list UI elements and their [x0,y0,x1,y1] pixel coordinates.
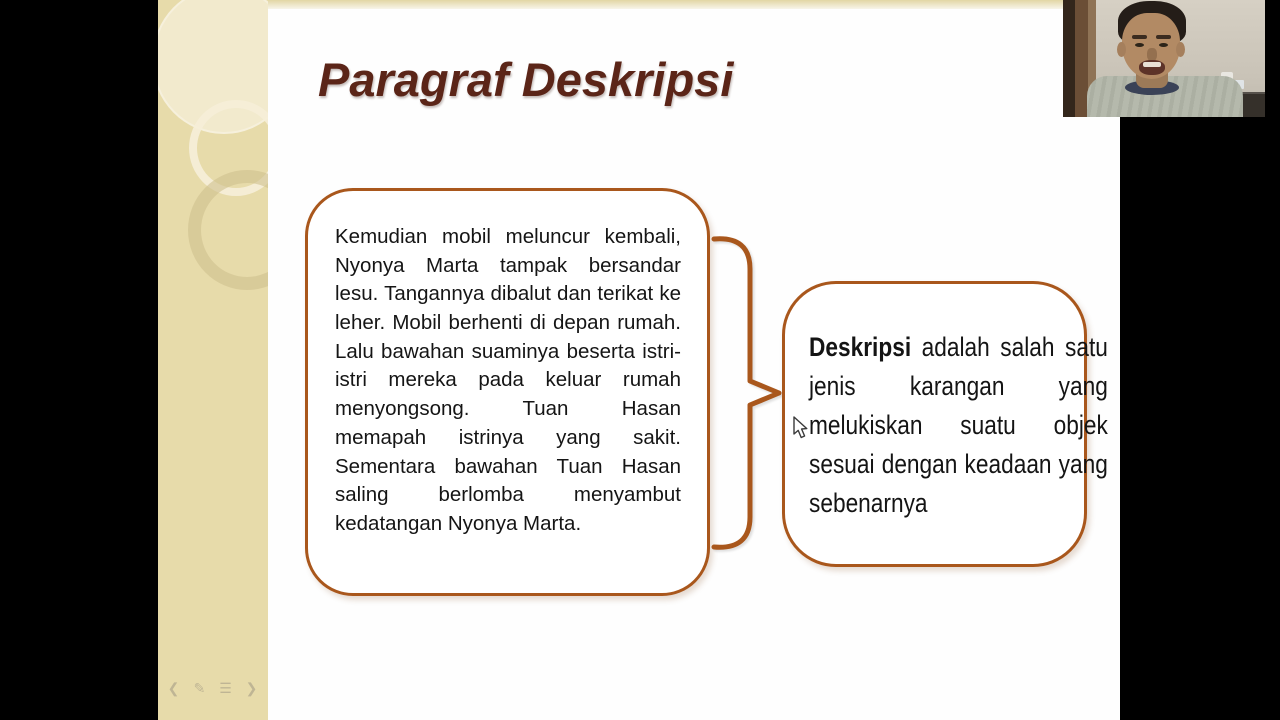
previous-slide-icon[interactable]: ❮ [167,680,180,696]
presenter-eyebrow [1156,35,1171,39]
presenter-ear [1176,42,1185,57]
curly-brace-connector [704,233,784,553]
definition-box [782,281,1108,567]
paragraph-example-box [305,188,710,596]
presenter-eyebrow [1132,35,1147,39]
definition-rest: adalah salah satu jenis karangan yang melukiskan suatu objek sesuai dengan keadaan yang sebenarnya [809,332,1108,518]
presenter-webcam [1063,0,1265,117]
mouse-cursor [793,416,810,440]
presenter-toolbar [166,680,268,697]
next-slide-icon[interactable]: ❯ [245,680,258,696]
slide-canvas [268,0,1120,720]
pen-tool-icon[interactable]: ✎ [193,680,206,696]
presenter-ear [1117,42,1126,57]
slide-menu-icon[interactable]: ☰ [219,680,232,696]
slide-top-accent-band [268,0,1120,9]
presenter-teeth [1143,62,1161,67]
slide-theme-strip [158,0,268,720]
door-frame [1063,0,1075,117]
definition-term: Deskripsi [809,332,912,362]
presenter-eye [1135,43,1144,47]
slide-title: Paragraf Deskripsi [318,53,734,106]
paragraph-example-text: Kemudian mobil meluncur kembali, Nyonya Marta tampak bersandar lesu. Tangannya dibalut dan terikat ke leher. Mobil berhenti di depan rumah. Lalu bawahan suaminya beserta istri-istri mereka pada keluar rumah menyongsong. Tuan Hasan memapah istrinya yang sakit. Sementara bawahan Tuan Hasan saling berlomba menyambut kedatangan Nyonya Marta. [335,225,681,535]
decor-ring-icon [188,170,268,290]
definition-text [809,328,1108,522]
presenter-eye [1159,43,1168,47]
